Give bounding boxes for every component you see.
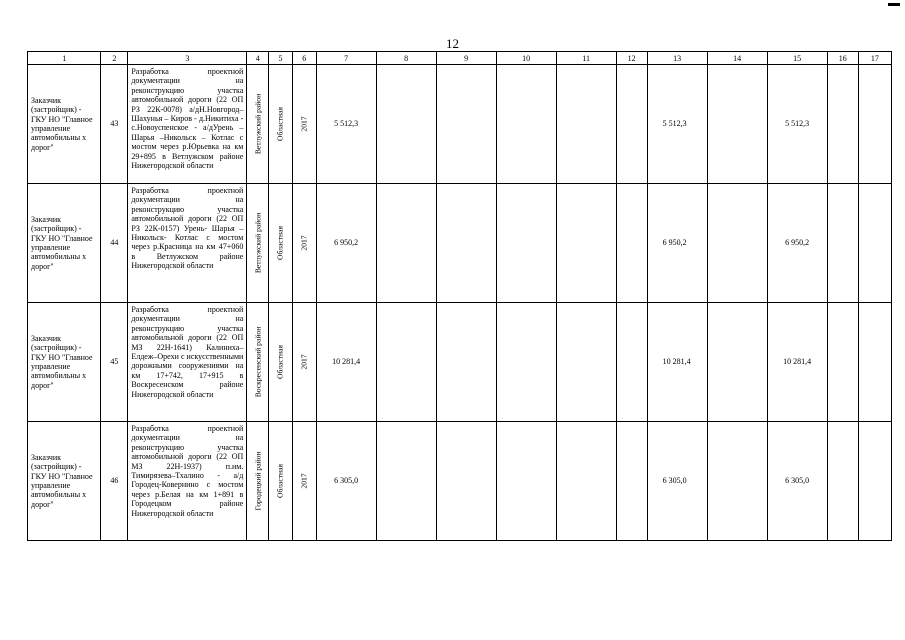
amount-col15-cell: 10 281,4 bbox=[767, 303, 827, 422]
table-row bbox=[28, 303, 892, 422]
row-number-cell: 43 bbox=[101, 65, 128, 184]
header-cell: 4 bbox=[247, 52, 269, 65]
empty-cell bbox=[436, 65, 496, 184]
amount-col15-cell: 5 512,3 bbox=[767, 65, 827, 184]
empty-cell bbox=[496, 422, 556, 541]
customer-cell: Заказчик (застройщик) - ГКУ НО "Главное управление автомобильны х дорог" bbox=[28, 303, 101, 422]
empty-cell bbox=[827, 422, 858, 541]
header-cell: 1 bbox=[28, 52, 101, 65]
district-text: Ветлужский район bbox=[252, 93, 262, 155]
empty-cell bbox=[707, 65, 767, 184]
amount-col7-cell: 6 950,2 bbox=[316, 184, 376, 303]
row-number-cell: 44 bbox=[101, 184, 128, 303]
empty-cell bbox=[616, 65, 647, 184]
empty-cell bbox=[556, 65, 616, 184]
scan-corner-mark bbox=[888, 3, 900, 6]
level-cell bbox=[269, 422, 293, 541]
header-cell: 12 bbox=[616, 52, 647, 65]
header-cell: 11 bbox=[556, 52, 616, 65]
empty-cell bbox=[436, 184, 496, 303]
empty-cell bbox=[556, 303, 616, 422]
header-cell: 13 bbox=[647, 52, 707, 65]
header-cell: 15 bbox=[767, 52, 827, 65]
column-number-header bbox=[28, 52, 892, 65]
customer-cell: Заказчик (застройщик) - ГКУ НО "Главное управление автомобильны х дорог" bbox=[28, 184, 101, 303]
level-text: Областная bbox=[275, 226, 285, 260]
year-text: 2017 bbox=[299, 116, 309, 132]
header-cell: 2 bbox=[101, 52, 128, 65]
empty-cell bbox=[827, 65, 858, 184]
district-cell bbox=[247, 65, 269, 184]
table-row bbox=[28, 422, 892, 541]
empty-cell bbox=[858, 422, 891, 541]
level-cell bbox=[269, 303, 293, 422]
district-text: Воскресенский район bbox=[252, 326, 262, 398]
header-cell: 7 bbox=[316, 52, 376, 65]
page-number: 12 bbox=[446, 36, 459, 51]
empty-cell bbox=[707, 303, 767, 422]
description-cell: Разработка проектной документации на реконструкцию участка автомобильной дороги (22 ОП РЗ 22К-0157) Урень- Шарья – Никольск- Котлас с мостом через р.Красница на км 47+060 в Ветлужском районе Нижегородской области bbox=[128, 184, 247, 303]
header-cell: 6 bbox=[292, 52, 316, 65]
row-number-cell: 46 bbox=[101, 422, 128, 541]
level-cell bbox=[269, 65, 293, 184]
year-cell bbox=[292, 184, 316, 303]
header-cell: 14 bbox=[707, 52, 767, 65]
amount-col13-cell: 5 512,3 bbox=[647, 65, 707, 184]
district-text: Ветлужский район bbox=[252, 212, 262, 274]
year-cell bbox=[292, 422, 316, 541]
description-cell: Разработка проектной документации на реконструкцию участка автомобильной дороги (22 ОП МЗ 22Н-1641) Калиниха–Елдеж–Орехи с искусственными дорожными сооружениями на км 17+742, 17+915 в Воскресенском районе Нижегородской области bbox=[128, 303, 247, 422]
empty-cell bbox=[616, 303, 647, 422]
empty-cell bbox=[556, 422, 616, 541]
district-cell bbox=[247, 184, 269, 303]
year-cell bbox=[292, 303, 316, 422]
empty-cell bbox=[858, 184, 891, 303]
customer-cell: Заказчик (застройщик) - ГКУ НО "Главное управление автомобильны х дорог" bbox=[28, 65, 101, 184]
amount-col13-cell: 6 305,0 bbox=[647, 422, 707, 541]
level-text: Областная bbox=[275, 464, 285, 498]
customer-cell: Заказчик (застройщик) - ГКУ НО "Главное управление автомобильны х дорог" bbox=[28, 422, 101, 541]
district-text: Городецкий район bbox=[252, 451, 262, 511]
header-cell: 8 bbox=[376, 52, 436, 65]
amount-col7-cell: 10 281,4 bbox=[316, 303, 376, 422]
empty-cell bbox=[616, 184, 647, 303]
amount-col15-cell: 6 305,0 bbox=[767, 422, 827, 541]
header-cell: 16 bbox=[827, 52, 858, 65]
empty-cell bbox=[436, 303, 496, 422]
table-row bbox=[28, 184, 892, 303]
level-text: Областная bbox=[275, 107, 285, 141]
empty-cell bbox=[496, 65, 556, 184]
empty-cell bbox=[827, 184, 858, 303]
level-text: Областная bbox=[275, 345, 285, 379]
amount-col13-cell: 10 281,4 bbox=[647, 303, 707, 422]
investment-table bbox=[27, 51, 892, 541]
empty-cell bbox=[707, 184, 767, 303]
year-text: 2017 bbox=[299, 235, 309, 251]
amount-col13-cell: 6 950,2 bbox=[647, 184, 707, 303]
table-row bbox=[28, 65, 892, 184]
empty-cell bbox=[496, 303, 556, 422]
description-cell: Разработка проектной документации на реконструкцию участка автомобильной дороги (22 ОП РЗ 22К-0078) а/дН.Новгород– Шахунья – Киров - д.Никитиха - с.Новоуспенское - а/дУрень – Шарья –Никольск – Котлас с мостом через р.Юрьевка на км 29+895 в Ветлужском районе Нижегородской области bbox=[128, 65, 247, 184]
district-cell bbox=[247, 303, 269, 422]
header-cell: 9 bbox=[436, 52, 496, 65]
empty-cell bbox=[436, 422, 496, 541]
amount-col15-cell: 6 950,2 bbox=[767, 184, 827, 303]
empty-cell bbox=[376, 65, 436, 184]
header-cell: 3 bbox=[128, 52, 247, 65]
year-cell bbox=[292, 65, 316, 184]
row-number-cell: 45 bbox=[101, 303, 128, 422]
year-text: 2017 bbox=[299, 473, 309, 489]
empty-cell bbox=[858, 303, 891, 422]
empty-cell bbox=[858, 65, 891, 184]
year-text: 2017 bbox=[299, 354, 309, 370]
empty-cell bbox=[616, 422, 647, 541]
empty-cell bbox=[496, 184, 556, 303]
header-cell: 17 bbox=[858, 52, 891, 65]
header-cell: 10 bbox=[496, 52, 556, 65]
empty-cell bbox=[707, 422, 767, 541]
empty-cell bbox=[376, 303, 436, 422]
empty-cell bbox=[827, 303, 858, 422]
empty-cell bbox=[556, 184, 616, 303]
empty-cell bbox=[376, 422, 436, 541]
description-cell: Разработка проектной документации на реконструкцию участка автомобильной дороги (22 ОП МЗ 22Н-1937) п.им. Тимирязева–Тхалино - а/д Городец-Ковернино с мостом через р.Белая на км 1+891 в Городецком районе Нижегородской области bbox=[128, 422, 247, 541]
district-cell bbox=[247, 422, 269, 541]
amount-col7-cell: 6 305,0 bbox=[316, 422, 376, 541]
header-cell: 5 bbox=[269, 52, 293, 65]
level-cell bbox=[269, 184, 293, 303]
empty-cell bbox=[376, 184, 436, 303]
amount-col7-cell: 5 512,3 bbox=[316, 65, 376, 184]
